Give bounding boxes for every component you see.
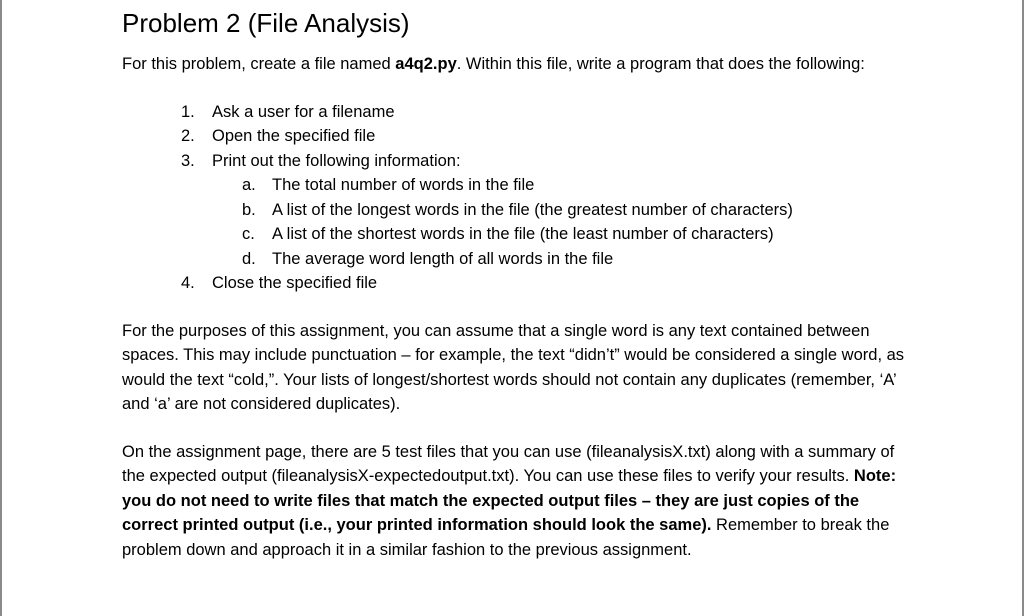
assumptions-paragraph: For the purposes of this assignment, you can assume that a single word is any text contained between spaces. This may include punctuation – for example, the text “didn’t” would be considered a single word, as would the text “cold,”. Your lists of longest/shortest words should not contain any duplicates (remember, ‘A’ and ‘a’ are not considered duplicates). (122, 321, 905, 413)
substep-item (212, 222, 912, 247)
intro-text-after: . Within this file, write a program that does the following: (456, 55, 865, 73)
substep-item (212, 198, 912, 223)
substep-text: The average word length of all words in the file (272, 249, 614, 268)
substep-item (212, 173, 912, 198)
steps-list (122, 100, 912, 296)
step-text: Open the specified file (212, 127, 376, 145)
intro-filename: a4q2.py (395, 55, 457, 73)
substep-letter: b. (242, 200, 256, 219)
step-number: 2. (181, 127, 195, 145)
step-number: 1. (181, 102, 195, 121)
substeps-list (212, 173, 912, 271)
step-item (122, 149, 912, 272)
test-files-text-before: On the assignment page, there are 5 test files that you can use (fileanalysisX.txt) along with a summary of the expected output (fileanalysisX-expectedoutput.txt). You can use these files to verify your results. (122, 442, 895, 485)
test-files-note: Note: you do not need to write files that match the expected output files – they are just copies of the correct printed output (i.e., your printed information should look the same). (122, 467, 897, 534)
step-number: 3. (181, 151, 195, 170)
substep-letter: a. (242, 176, 256, 194)
step-number: 4. (181, 274, 195, 292)
step-text: Print out the following information: (212, 151, 461, 170)
intro-text-before: For this problem, create a file named (122, 55, 396, 73)
document-page (122, 6, 912, 562)
step-text: Close the specified file (212, 274, 378, 292)
substep-letter: d. (242, 249, 256, 268)
substep-letter: c. (242, 225, 255, 243)
substep-text: A list of the shortest words in the file (the least number of characters) (272, 225, 774, 243)
substep-text: A list of the longest words in the file (the greatest number of characters) (272, 200, 793, 219)
substep-text: The total number of words in the file (272, 176, 535, 194)
step-text: Ask a user for a filename (212, 102, 395, 121)
substep-item (212, 247, 912, 272)
step-item (122, 124, 912, 149)
test-files-paragraph (122, 440, 912, 563)
intro-paragraph (122, 52, 912, 77)
page-title: Problem 2 (File Analysis) (122, 8, 410, 38)
page-left-border (0, 0, 2, 616)
test-files-text-after: Remember to break the problem down and approach it in a similar fashion to the previous assignment. (122, 516, 890, 559)
step-item (122, 271, 912, 296)
step-item (122, 100, 912, 125)
